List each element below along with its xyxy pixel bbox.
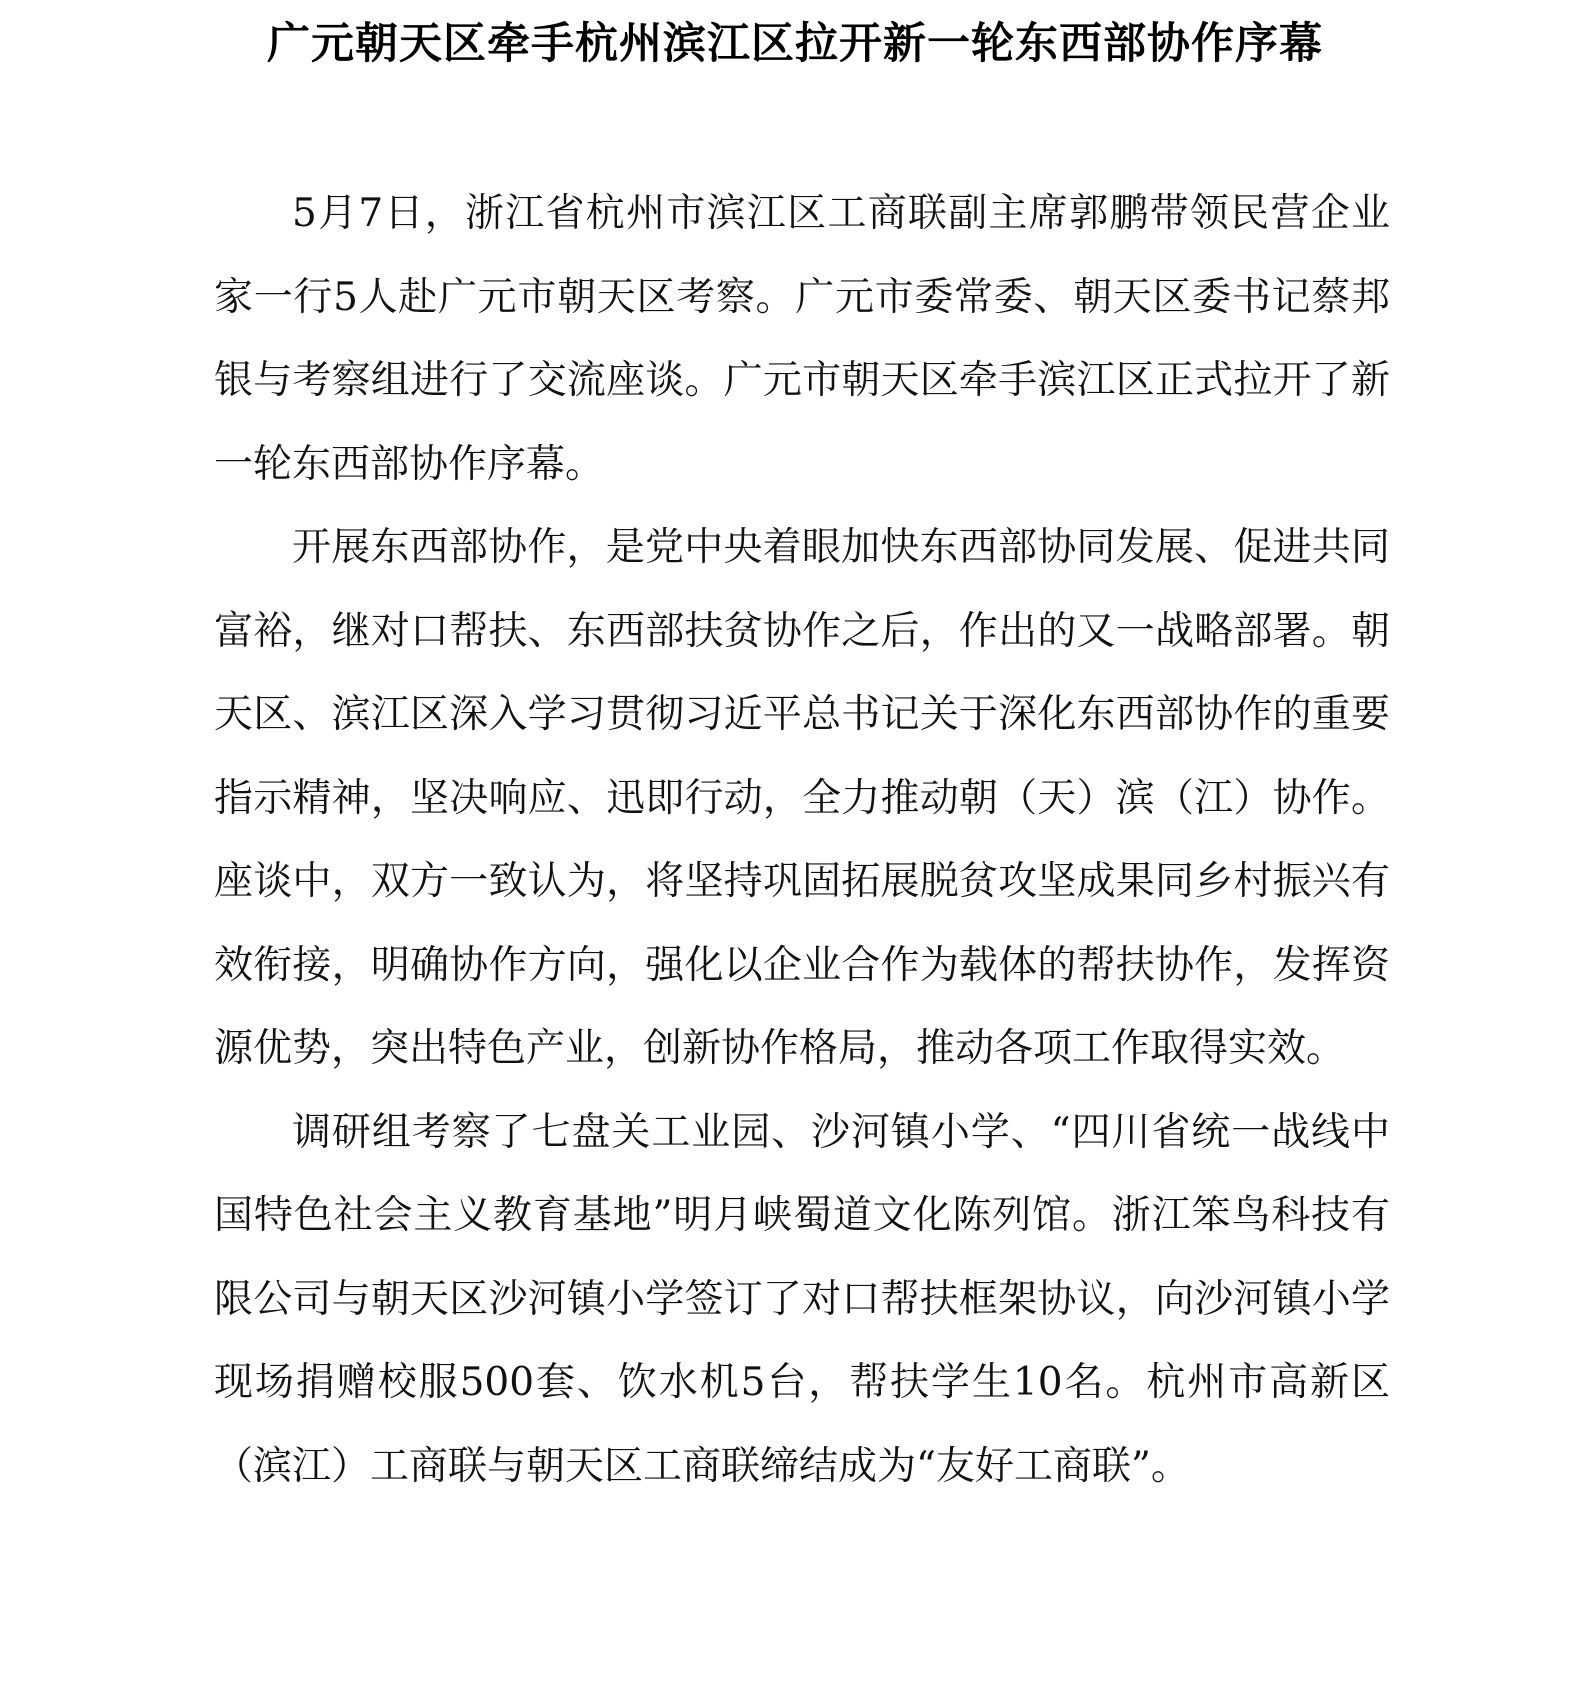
- paragraph-cooperation-significance: 开展东西部协作，是党中央着眼加快东西部协同发展、促进共同富裕，继对口帮扶、东西部扶贫协作之后，作出的又一战略部署。朝天区、滨江区深入学习贯彻习近平总书记关于深化东西部协作的重要指示精神，坚决响应、迅即行动，全力推动朝（天）滨（江）协作。座谈中，双方一致认为，将坚持巩固拓展脱贫攻坚成果同乡村振兴有效衔接，明确协作方向，强化以企业合作为载体的帮扶协作，发挥资源优势，突出特色产业，创新协作格局，推动各项工作取得实效。: [214, 525, 1390, 1071]
- document-title: 广元朝天区牵手杭州滨江区拉开新一轮东西部协作序幕: [267, 19, 1323, 69]
- paragraph-visit-intro: 5月7日，浙江省杭州市滨江区工商联副主席郭鹏带领民营企业家一行5人赴广元市朝天区考察。广元市委常委、朝天区委书记蔡邦银与考察组进行了交流座谈。广元市朝天区牵手滨江区正式拉开了新一轮东西部协作序幕。: [214, 191, 1390, 487]
- document-body: [214, 172, 1390, 1508]
- paragraph-inspection-donation: 调研组考察了七盘关工业园、沙河镇小学、“四川省统一战线中国特色社会主义教育基地”明月峡蜀道文化陈列馆。浙江笨鸟科技有限公司与朝天区沙河镇小学签订了对口帮扶框架协议，向沙河镇小学现场捐赠校服500套、饮水机5台，帮扶学生10名。杭州市高新区（滨江）工商联与朝天区工商联缔结成为“友好工商联”。: [214, 1109, 1390, 1489]
